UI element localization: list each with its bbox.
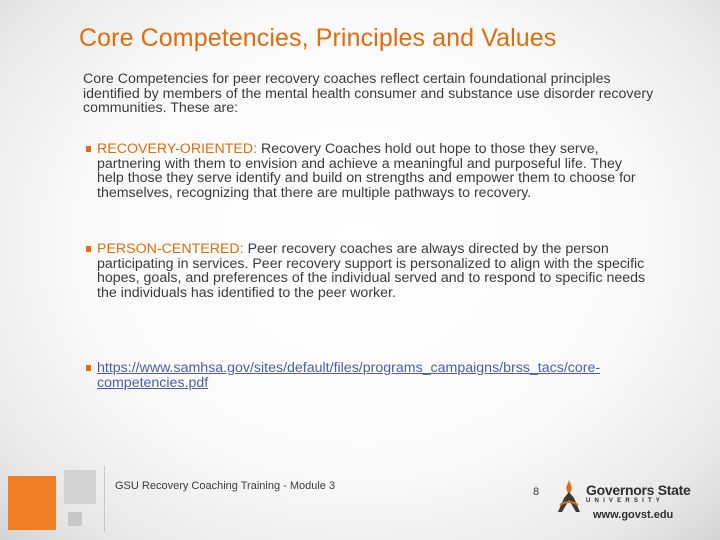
bullet-text: [97, 242, 646, 300]
slide-title: Core Competencies, Principles and Values: [79, 24, 557, 52]
decor-small-grey-square: [68, 512, 82, 526]
bullet-text: [97, 361, 646, 390]
bullet-square-icon: [86, 146, 91, 152]
university-logo: [556, 478, 716, 526]
logo-url: www.govst.edu: [593, 509, 674, 521]
bullet-lead: PERSON-CENTERED:: [97, 241, 244, 257]
intro-paragraph: Core Competencies for peer recovery coaches reflect certain foundational principles identified by members of the mental health consumer and substance use disorder recovery communities. These are:: [83, 71, 654, 117]
decor-grey-square: [64, 470, 96, 504]
logo-subtitle: UNIVERSITY: [586, 498, 665, 504]
footer-divider: [104, 466, 105, 532]
samhsa-link[interactable]: https://www.samhsa.gov/sites/default/files/programs_campaigns/brss_tacs/core-competencies.pdf: [97, 360, 601, 391]
bullet-source-link: [86, 361, 646, 390]
bullet-square-icon: [86, 365, 91, 371]
bullet-recovery-oriented: [86, 142, 646, 200]
bullet-square-icon: [86, 246, 91, 252]
bullet-person-centered: [86, 242, 646, 300]
bullet-text: [97, 142, 646, 200]
torch-logo-icon: [556, 478, 586, 516]
bullet-body: Recovery Coaches hold out hope to those they serve, partnering with them to envision and achieve a meaningful and purposeful life. They help those they serve identify and build on strengths and empower them to choose for themselves, recognizing that there are multiple pathways to recovery.: [97, 141, 636, 201]
page-number: 8: [533, 486, 540, 498]
footer-text: GSU Recovery Coaching Training - Module 3: [115, 480, 336, 492]
decor-orange-square: [8, 476, 56, 530]
bullet-body: Peer recovery coaches are always directed by the person participating in services. Peer recovery support is personalized to align with the specific hopes, goals, and preferences of the individual served and to respond to specific needs the individuals has identified to the peer worker.: [97, 241, 646, 301]
logo-name: Governors State: [586, 482, 691, 498]
bullet-lead: RECOVERY-ORIENTED:: [97, 141, 258, 157]
